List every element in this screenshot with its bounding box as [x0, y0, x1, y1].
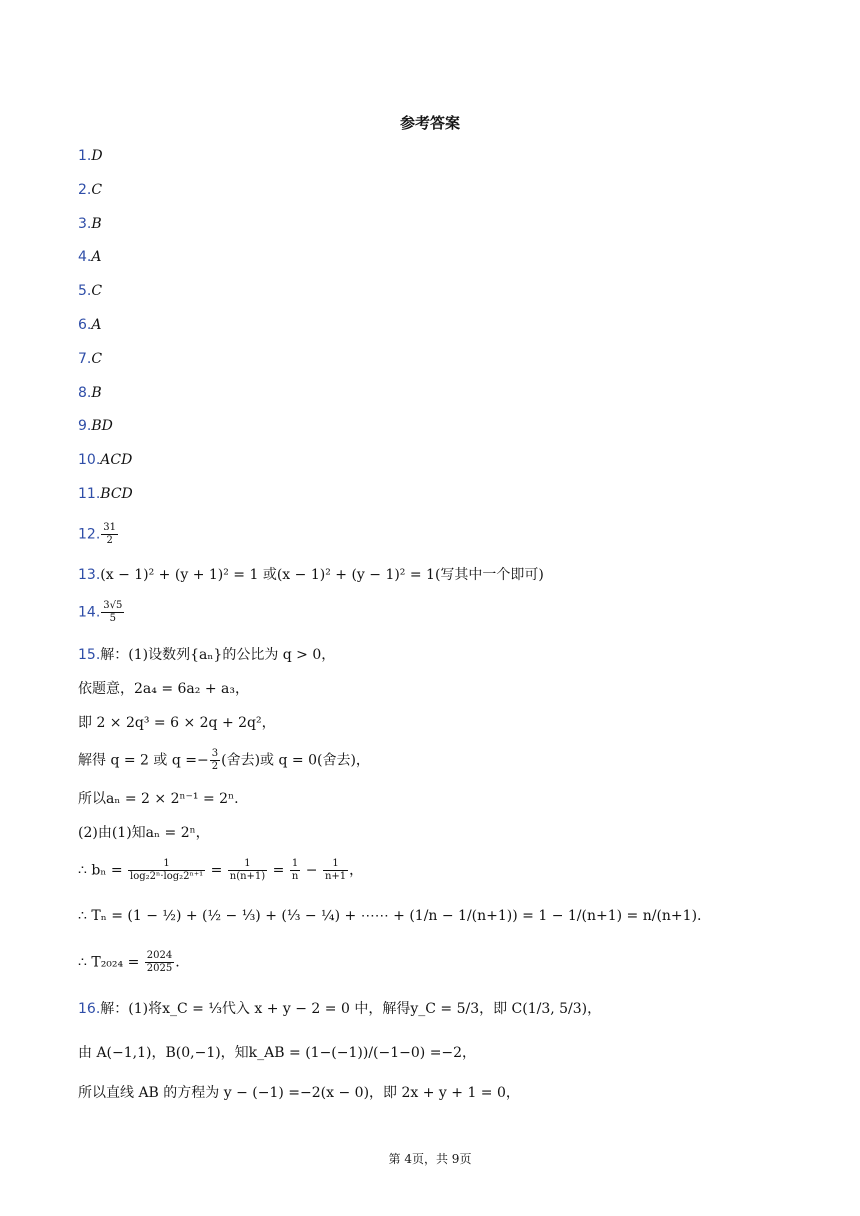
answer-text: B [91, 384, 102, 401]
answer-row [78, 283, 102, 299]
answer-row [78, 216, 102, 232]
solution-text: 解：(1)设数列{aₙ}的公比为 q > 0， [100, 647, 336, 663]
answer-number: 14. [78, 604, 101, 621]
answer-text: C [91, 350, 103, 367]
answer-row [78, 351, 102, 367]
answer-number: 5. [78, 283, 92, 300]
answer-text: C [91, 181, 103, 198]
answer-text: (x − 1)² + (y + 1)² = 1 或(x − 1)² + (y − 1)² = 1(写其中一个即可) [100, 567, 544, 583]
answer-number: 15. [78, 647, 101, 663]
answer-row [78, 148, 103, 164]
q15-line-4: 解得 q = 2 或 q =− $\frac{3}{2}$ (舍去)或 q = 0(舍去)， [78, 748, 370, 772]
answer-number: 12. [78, 526, 101, 543]
answer-number: 11. [78, 486, 101, 502]
answer-row [78, 486, 133, 502]
answer-12 [78, 522, 119, 547]
answer-number: 16. [78, 1001, 101, 1017]
q15-line-3: 即 2 × 2q³ = 6 × 2q + 2q²， [78, 715, 276, 731]
answer-number: 3. [78, 215, 92, 232]
solution-text: 解：(1)将x_C = ⅓代入 x + y − 2 = 0 中，解得y_C = 5/3，即 C(1/3, 5/3)， [100, 1001, 602, 1017]
answer-row [78, 385, 102, 401]
answer-row [78, 418, 113, 434]
answer-row [78, 452, 132, 468]
answer-text: B [91, 215, 102, 232]
q16-line-2: 由 A(−1,1)，B(0,−1)，知k_AB = (1−(−1))/(−1−0) =−2， [78, 1045, 477, 1061]
answer-number: 8. [78, 384, 92, 401]
q15-line-1 [78, 644, 335, 664]
answer-number: 13. [78, 567, 101, 583]
fraction: $\frac{3√5}{5}$ [103, 600, 123, 624]
q15-line-8: ∴ Tₙ = (1 − ½) + (½ − ⅓) + (⅓ − ¼) + ⋯⋯ + (1/n − 1/(n+1)) = 1 − 1/(n+1) = n/(n+1). [78, 908, 702, 924]
answer-number: 6. [78, 317, 92, 333]
answer-text: BD [91, 418, 113, 435]
answer-number: 7. [78, 350, 92, 367]
q15-line-5: 所以aₙ = 2 × 2ⁿ⁻¹ = 2ⁿ. [78, 791, 239, 807]
answer-number: 9. [78, 418, 92, 435]
fraction: $\frac{31}{2}$ [103, 522, 116, 546]
answer-14 [78, 600, 125, 625]
answer-text: ACD [100, 452, 133, 469]
answer-text: D [91, 148, 103, 164]
answer-text: BCD [100, 486, 133, 502]
answer-number: 4. [78, 249, 92, 266]
page-footer: 第 4页，共 9页 [388, 1152, 472, 1166]
answer-text: A [91, 317, 102, 333]
q16-line-1 [78, 998, 601, 1018]
answer-number: 2. [78, 181, 92, 198]
q15-line-9: ∴ T₂₀₂₄ = $\frac{2024}{2025}$ . [78, 950, 180, 974]
answer-text: C [91, 283, 103, 300]
answer-text: A [91, 249, 102, 266]
answer-row [78, 317, 101, 333]
q15-line-6: (2)由(1)知aₙ = 2ⁿ， [78, 825, 210, 841]
answer-row [78, 249, 101, 265]
q15-line-7: ∴ bₙ = $\frac{1}{\text{log₂2ⁿ·log₂2ⁿ⁺¹}}$ = $\frac{1}{n(n+1)}$ = $\frac{1}{n}$ − $\frac{1}{n+1}$ ， [78, 858, 364, 882]
answer-13 [78, 564, 544, 584]
page-title: 参考答案 [399, 114, 460, 132]
q16-line-3: 所以直线 AB 的方程为 y − (−1) =−2(x − 0)，即 2x + y + 1 = 0， [78, 1085, 520, 1101]
answer-number: 10. [78, 452, 101, 469]
answer-row [78, 182, 102, 198]
q15-line-2: 依题意，2a₄ = 6a₂ + a₃， [78, 681, 249, 697]
answer-number: 1. [78, 148, 92, 164]
